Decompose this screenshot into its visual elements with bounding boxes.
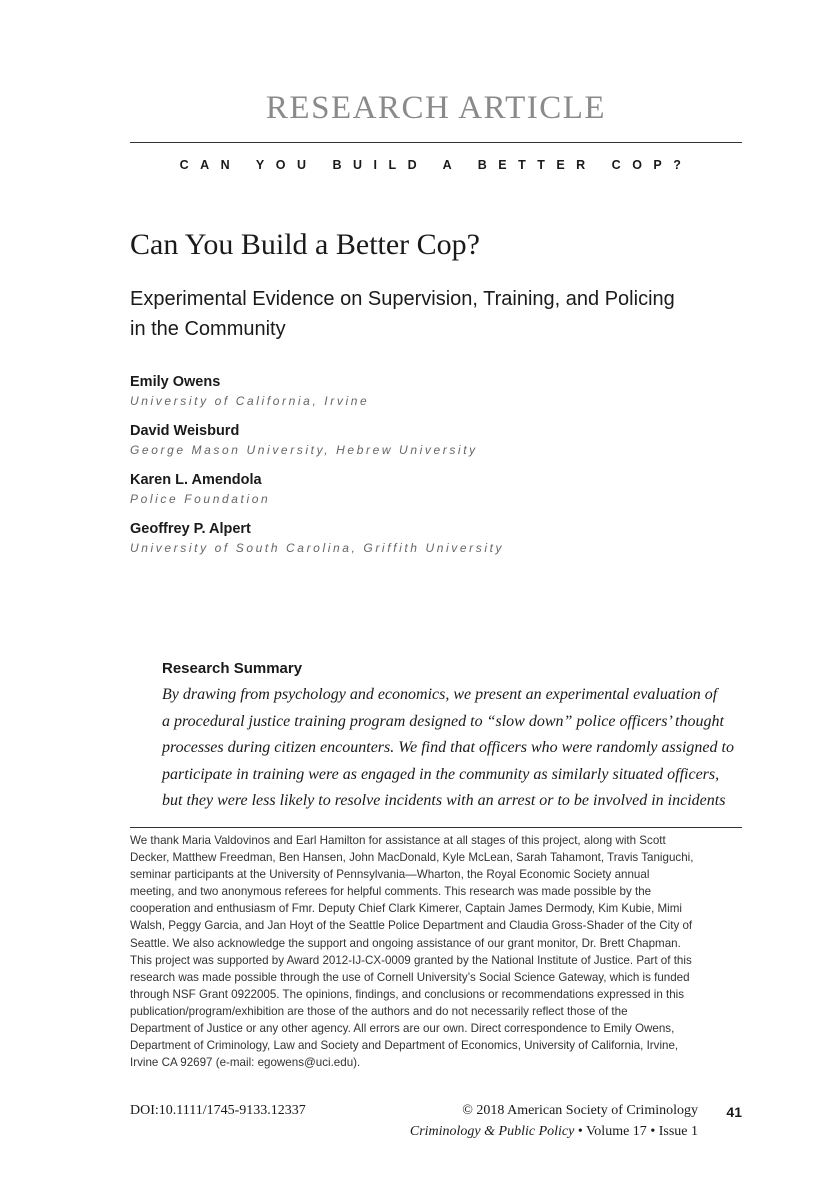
page-number: 41 bbox=[726, 1104, 742, 1120]
footnote-line: Decker, Matthew Freedman, Ben Hansen, John MacDonald, Kyle McLean, Sarah Tahamont, Travis Taniguchi, bbox=[130, 851, 694, 865]
author-list bbox=[130, 372, 750, 568]
author-name: Karen L. Amendola bbox=[130, 472, 262, 488]
header-rule bbox=[130, 142, 742, 143]
footnote-line: seminar participants at the University of Pennsylvania—Wharton, the Royal Economic Society annual bbox=[130, 868, 650, 882]
summary-line: participate in training were as engaged in the community as similarly situated officers, bbox=[162, 765, 720, 783]
summary-line: but they were less likely to resolve incidents with an arrest or to be involved in incidents bbox=[162, 792, 726, 809]
footnote-line: publication/program/exhibition are those of the authors and do not necessarily reflect those of the bbox=[130, 1004, 628, 1018]
footnote-line: Walsh, Peggy Garcia, and Jan Hoyt of the Seattle Police Department and Claudia Gross-Shader of the City of bbox=[130, 919, 693, 933]
footnote-line: Irvine CA 92697 (e-mail: egowens@uci.edu). bbox=[130, 1056, 361, 1070]
author-name: David Weisburd bbox=[130, 423, 240, 439]
author-entry bbox=[130, 519, 750, 557]
author-entry bbox=[130, 470, 750, 508]
footnote-line: Seattle. We also acknowledge the support and ongoing assistance of our grant monitor, Dr. Brett Chapman. bbox=[130, 936, 681, 950]
summary-line: By drawing from psychology and economics, we present an experimental evaluation of bbox=[162, 686, 718, 703]
author-affiliation: University of South Carolina, Griffith University bbox=[130, 541, 505, 555]
footnote-line: This project was supported by Award 2012-IJ-CX-0009 granted by the National Institute of Justice. Part of this bbox=[130, 953, 692, 967]
doi: DOI:10.1111/1745-9133.12337 bbox=[130, 1103, 306, 1118]
author-name: Geoffrey P. Alpert bbox=[130, 521, 251, 537]
running-head: CAN YOU BUILD A BETTER COP? bbox=[179, 158, 693, 172]
research-summary-text bbox=[162, 682, 734, 815]
footnote-line: Department of Criminology, Law and Society and Department of Economics, University of California, Irvine, bbox=[130, 1039, 679, 1053]
journal-citation bbox=[340, 1124, 698, 1140]
footnote-line: meeting, and two anonymous referees for helpful comments. This research was made possible by the bbox=[130, 885, 652, 899]
footnote-line: through NSF Grant 0922005. The opinions, findings, and conclusions or recommendations expressed in this bbox=[130, 987, 685, 1001]
separator: • bbox=[574, 1124, 586, 1139]
author-affiliation: George Mason University, Hebrew University bbox=[130, 443, 478, 457]
separator: • bbox=[646, 1124, 659, 1139]
summary-line: a procedural justice training program designed to “slow down” police officers’ thought bbox=[162, 712, 724, 730]
footnote-line: Department of Justice or any other agency. All errors are our own. Direct correspondence to Emily Owens, bbox=[130, 1022, 675, 1036]
journal-issue: Issue 1 bbox=[658, 1124, 698, 1139]
journal-volume: Volume 17 bbox=[586, 1124, 647, 1139]
author-affiliation: University of California, Irvine bbox=[130, 394, 370, 408]
author-name: Emily Owens bbox=[130, 374, 221, 390]
author-entry bbox=[130, 421, 750, 459]
author-entry bbox=[130, 372, 750, 410]
copyright: © 2018 American Society of Criminology bbox=[462, 1103, 698, 1118]
footnote-line: cooperation and enthusiasm of Fmr. Deputy Chief Clark Kimerer, Captain James Dermody, Kim Kubie, Mimi bbox=[130, 902, 682, 916]
article-title: Can You Build a Better Cop? bbox=[130, 228, 480, 261]
acknowledgments-footnote bbox=[130, 832, 742, 1071]
author-affiliation: Police Foundation bbox=[130, 492, 271, 506]
research-summary-heading: Research Summary bbox=[162, 660, 303, 677]
footnote-rule bbox=[130, 827, 742, 828]
footnote-line: We thank Maria Valdovinos and Earl Hamilton for assistance at all stages of this project, along with Scott bbox=[130, 834, 666, 847]
summary-line: processes during citizen encounters. We find that officers who were randomly assigned to bbox=[162, 739, 734, 756]
footnote-line: research was made possible through the use of Cornell University’s Social Science Gateway, which is funded bbox=[130, 970, 690, 984]
journal-name: Criminology & Public Policy bbox=[409, 1124, 575, 1139]
article-type-heading: RESEARCH ARTICLE bbox=[265, 90, 607, 126]
article-subtitle: Experimental Evidence on Supervision, Training, and Policing in the Community bbox=[130, 288, 675, 340]
